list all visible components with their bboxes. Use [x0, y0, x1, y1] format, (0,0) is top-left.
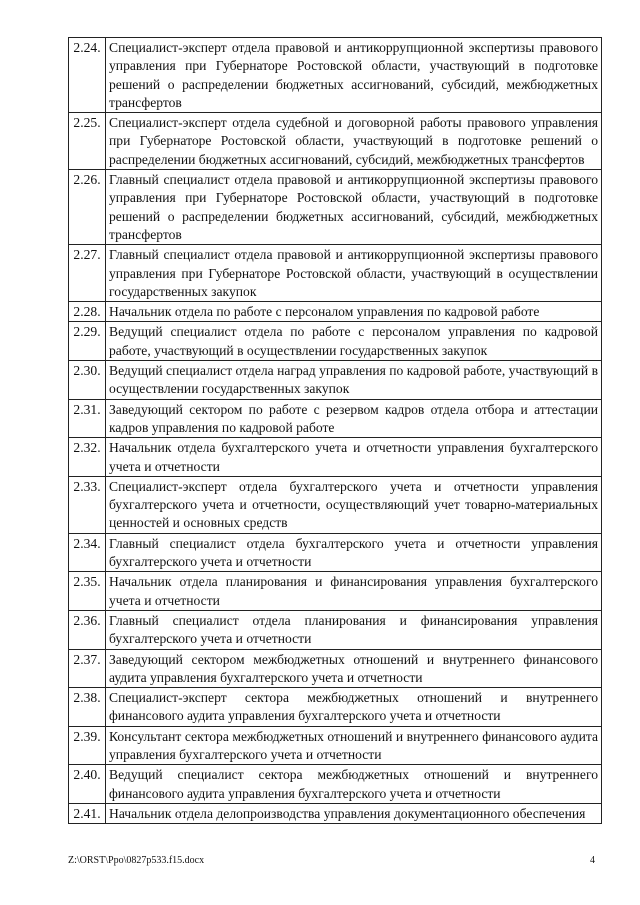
row-number: 2.31.	[69, 399, 106, 438]
row-number: 2.33.	[69, 476, 106, 533]
row-number: 2.35.	[69, 572, 106, 611]
row-number: 2.37.	[69, 649, 106, 688]
position-title: Заведующий сектором межбюджетных отношений и внутреннего финансового аудита управления бухгалтерского учета и отчетности	[106, 649, 602, 688]
table-row	[69, 245, 602, 302]
position-title: Ведущий специалист сектора межбюджетных отношений и внутреннего финансового аудита управления бухгалтерского учета и отчетности	[106, 765, 602, 804]
position-title: Ведущий специалист отдела по работе с персоналом управления по кадровой работе, участвующий в осуществлении государственных закупок	[106, 322, 602, 361]
position-title: Специалист-эксперт отдела судебной и договорной работы правового управления при Губернаторе Ростовской области, участвующий в подготовке решений о распределении бюджетных ассигнований, субсидий, межбюджетных трансфертов	[106, 113, 602, 170]
row-number: 2.28.	[69, 302, 106, 322]
row-number: 2.26.	[69, 170, 106, 245]
position-title: Главный специалист отдела бухгалтерского учета и отчетности управления бухгалтерского учета и отчетности	[106, 533, 602, 572]
footer-file-path: Z:\ORST\Ppo\0827p533.f15.docx	[68, 855, 205, 866]
table-row	[69, 170, 602, 245]
table-row	[69, 38, 602, 113]
row-number: 2.40.	[69, 765, 106, 804]
table-row	[69, 322, 602, 361]
row-number: 2.24.	[69, 38, 106, 113]
table-row	[69, 438, 602, 477]
position-title: Главный специалист отдела правовой и антикоррупционной экспертизы правового управления при Губернаторе Ростовской области, участвующий в осуществлении государственных закупок	[106, 245, 602, 302]
position-title: Начальник отдела по работе с персоналом управления по кадровой работе	[106, 302, 602, 322]
table-row	[69, 688, 602, 727]
row-number: 2.29.	[69, 322, 106, 361]
table-row	[69, 803, 602, 823]
row-number: 2.39.	[69, 726, 106, 765]
table-row	[69, 726, 602, 765]
table-row	[69, 476, 602, 533]
row-number: 2.36.	[69, 610, 106, 649]
position-title: Начальник отдела бухгалтерского учета и отчетности управления бухгалтерского учета и отчетности	[106, 438, 602, 477]
position-title: Специалист-эксперт сектора межбюджетных отношений и внутреннего финансового аудита управления бухгалтерского учета и отчетности	[106, 688, 602, 727]
position-title: Начальник отдела планирования и финансирования управления бухгалтерского учета и отчетности	[106, 572, 602, 611]
row-number: 2.25.	[69, 113, 106, 170]
table-row	[69, 302, 602, 322]
row-number: 2.32.	[69, 438, 106, 477]
position-title: Специалист-эксперт отдела бухгалтерского учета и отчетности управления бухгалтерского учета и отчетности, осуществляющий учет товарно-материальных ценностей и основных средств	[106, 476, 602, 533]
position-title: Консультант сектора межбюджетных отношений и внутреннего финансового аудита управления бухгалтерского учета и отчетности	[106, 726, 602, 765]
position-title: Главный специалист отдела правовой и антикоррупционной экспертизы правового управления при Губернаторе Ростовской области, участвующий в подготовке решений о распределении бюджетных ассигнований, субсидий, межбюджетных трансфертов	[106, 170, 602, 245]
row-number: 2.30.	[69, 361, 106, 400]
row-number: 2.41.	[69, 803, 106, 823]
position-title: Заведующий сектором по работе с резервом кадров отдела отбора и аттестации кадров управления по кадровой работе	[106, 399, 602, 438]
row-number: 2.38.	[69, 688, 106, 727]
table-row	[69, 361, 602, 400]
table-row	[69, 765, 602, 804]
positions-table	[68, 37, 602, 824]
positions-table-body	[69, 38, 602, 824]
table-row	[69, 399, 602, 438]
row-number: 2.27.	[69, 245, 106, 302]
table-row	[69, 649, 602, 688]
table-row	[69, 572, 602, 611]
position-title: Ведущий специалист отдела наград управления по кадровой работе, участвующий в осуществлении государственных закупок	[106, 361, 602, 400]
position-title: Главный специалист отдела планирования и финансирования управления бухгалтерского учета и отчетности	[106, 610, 602, 649]
table-row	[69, 610, 602, 649]
position-title: Специалист-эксперт отдела правовой и антикоррупционной экспертизы правового управления при Губернаторе Ростовской области, участвующий в подготовке решений о распределении бюджетных ассигнований, субсидий, межбюджетных трансфертов	[106, 38, 602, 113]
table-row	[69, 533, 602, 572]
position-title: Начальник отдела делопроизводства управления документационного обеспечения	[106, 803, 602, 823]
table-row	[69, 113, 602, 170]
page-number: 4	[590, 855, 595, 866]
row-number: 2.34.	[69, 533, 106, 572]
